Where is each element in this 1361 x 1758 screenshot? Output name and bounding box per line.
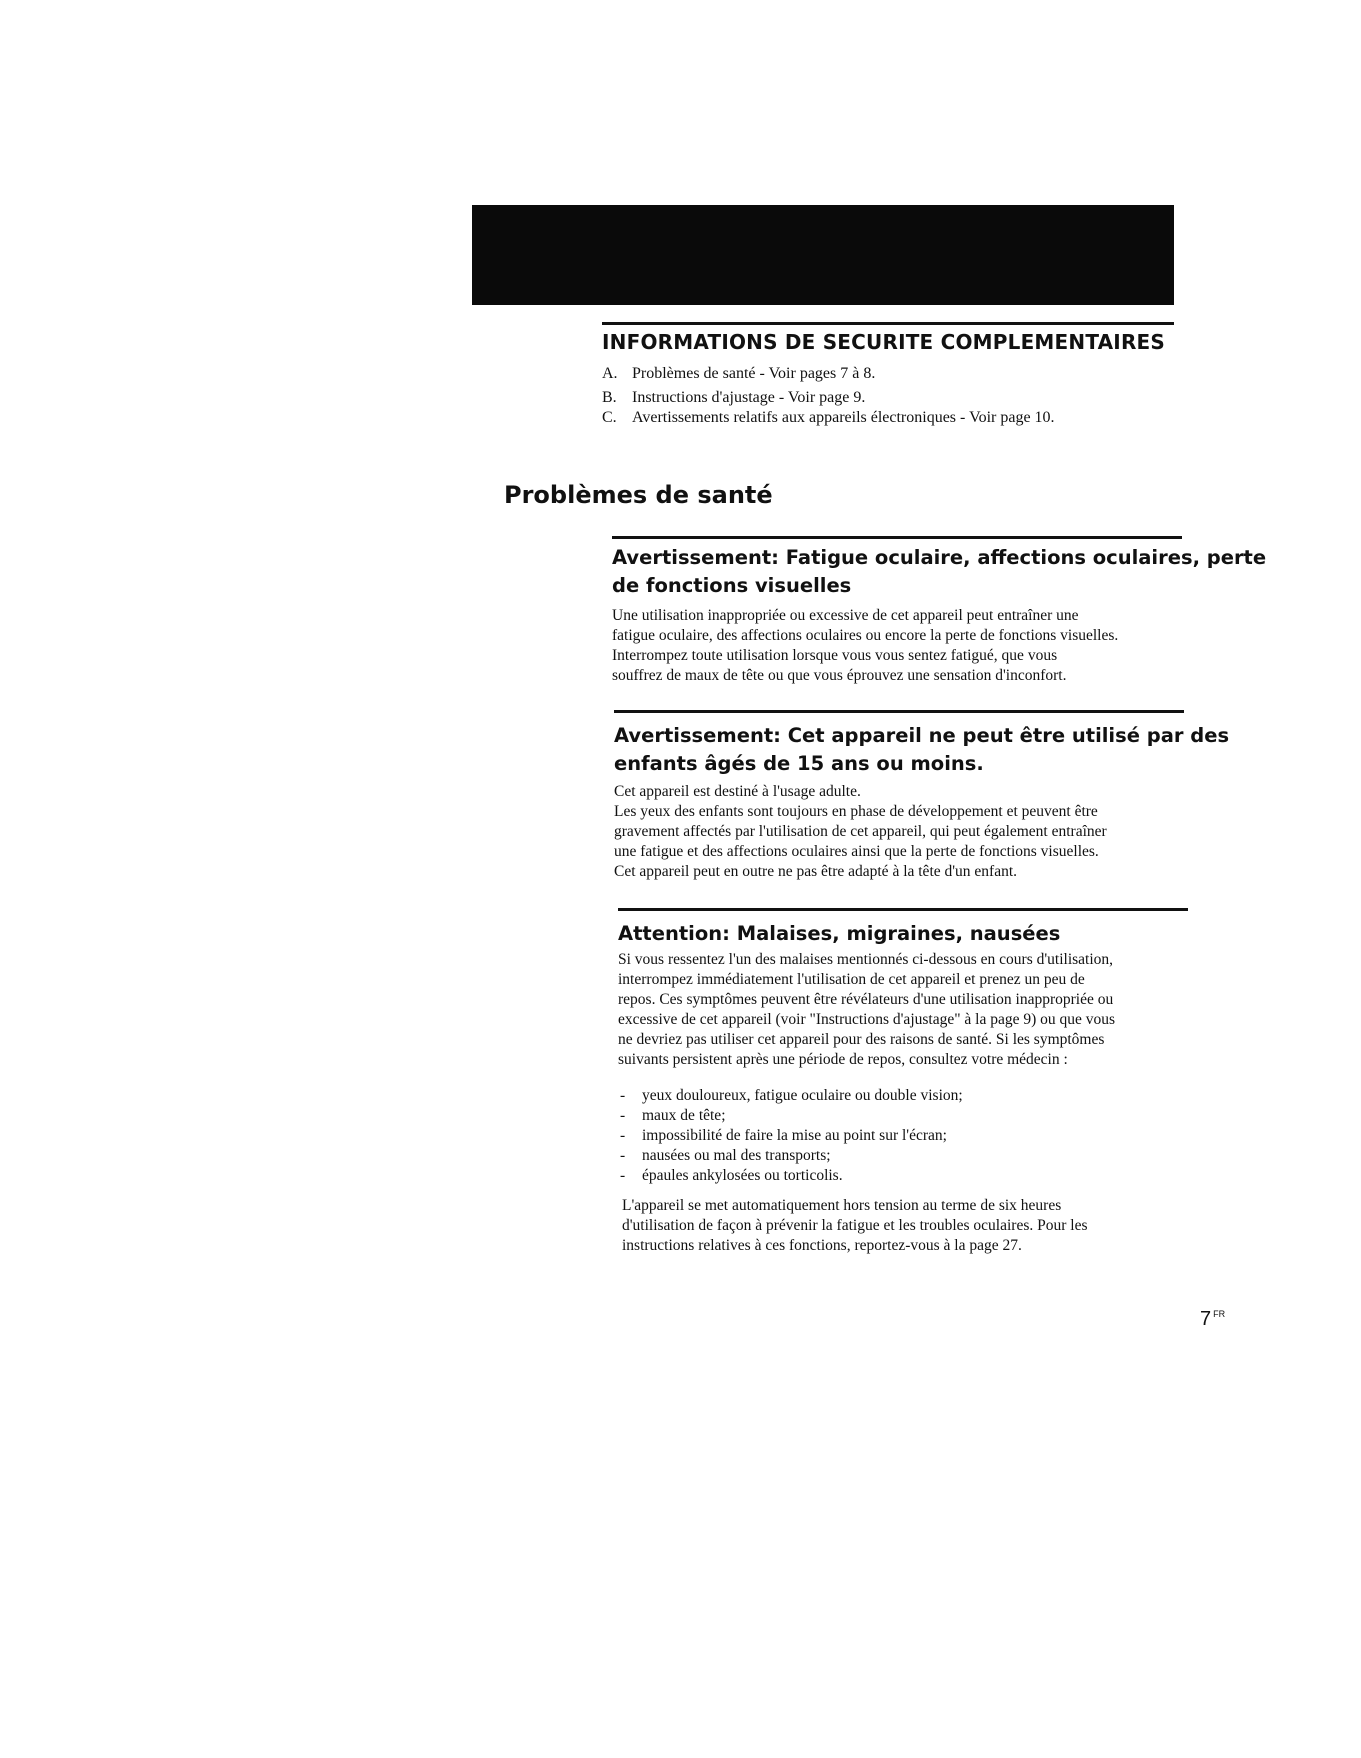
toc-item-letter: A. xyxy=(602,365,618,382)
toc-item-text: Problèmes de santé - Voir pages 7 à 8. xyxy=(632,365,876,382)
body-line: Une utilisation inappropriée ou excessive de cet appareil peut entraîner une xyxy=(612,607,1079,624)
warning-heading-line: Avertissement: Fatigue oculaire, affections oculaires, perte xyxy=(612,546,1267,569)
toc-item xyxy=(602,408,1055,428)
warning-heading-line: de fonctions visuelles xyxy=(612,574,852,597)
closing-paragraph xyxy=(622,1196,1088,1256)
toc-item-text: Instructions d'ajustage - Voir page 9. xyxy=(632,389,866,406)
warning-body xyxy=(612,606,1118,686)
body-line: instructions relatives à ces fonctions, reportez-vous à la page 27. xyxy=(622,1237,1022,1254)
warning-heading xyxy=(614,722,1229,778)
attention-body xyxy=(618,950,1115,1070)
toc-item-text: Avertissements relatifs aux appareils électroniques - Voir page 10. xyxy=(632,409,1055,426)
header-black-bar xyxy=(472,205,1174,305)
page-number-suffix: FR xyxy=(1213,1309,1226,1319)
body-line: gravement affectés par l'utilisation de cet appareil, qui peut également entraîner xyxy=(614,823,1107,840)
warning-body xyxy=(614,782,1107,882)
toc-item-letter: C. xyxy=(602,409,617,426)
page-number xyxy=(1200,1308,1225,1331)
section-rule xyxy=(612,536,1182,539)
body-line: L'appareil se met automatiquement hors tension au terme de six heures xyxy=(622,1197,1062,1214)
list-item: - yeux douloureux, fatigue oculaire ou double vision; xyxy=(620,1086,963,1106)
section-title: Problèmes de santé xyxy=(504,481,773,509)
body-line: Si vous ressentez l'un des malaises mentionnés ci-dessous en cours d'utilisation, xyxy=(618,951,1114,968)
toc-rule xyxy=(602,322,1174,325)
body-line: Les yeux des enfants sont toujours en phase de développement et peuvent être xyxy=(614,803,1098,820)
body-line: d'utilisation de façon à prévenir la fatigue et les troubles oculaires. Pour les xyxy=(622,1217,1088,1234)
body-line: excessive de cet appareil (voir "Instructions d'ajustage" à la page 9) ou que vous xyxy=(618,1011,1116,1028)
body-line: une fatigue et des affections oculaires ainsi que la perte de fonctions visuelles. xyxy=(614,843,1099,860)
attention-heading-line: Attention: Malaises, migraines, nausées xyxy=(618,922,1061,945)
page-number-value: 7 xyxy=(1200,1308,1212,1330)
toc-item xyxy=(602,364,875,384)
warning-heading-line: Avertissement: Cet appareil ne peut être utilisé par des xyxy=(614,724,1230,747)
body-line: Interrompez toute utilisation lorsque vous vous sentez fatigué, que vous xyxy=(612,647,1058,664)
symptom-list xyxy=(620,1086,963,1186)
toc-item-letter: B. xyxy=(602,389,617,406)
body-line: Cet appareil est destiné à l'usage adulte. xyxy=(614,783,861,800)
body-line: souffrez de maux de tête ou que vous éprouvez une sensation d'inconfort. xyxy=(612,667,1067,684)
attention-heading xyxy=(618,920,1060,948)
section-rule xyxy=(614,710,1184,713)
list-item: - impossibilité de faire la mise au point sur l'écran; xyxy=(620,1126,963,1146)
section-rule xyxy=(618,908,1188,911)
list-item: - maux de tête; xyxy=(620,1106,963,1126)
body-line: repos. Ces symptômes peuvent être révélateurs d'une utilisation inappropriée ou xyxy=(618,991,1114,1008)
list-item: - nausées ou mal des transports; xyxy=(620,1146,963,1166)
body-line: fatigue oculaire, des affections oculaires ou encore la perte de fonctions visuelles. xyxy=(612,627,1119,644)
warning-heading xyxy=(612,544,1266,600)
body-line: interrompez immédiatement l'utilisation de cet appareil et prenez un peu de xyxy=(618,971,1085,988)
body-line: suivants persistent après une période de repos, consultez votre médecin : xyxy=(618,1051,1068,1068)
toc-item xyxy=(602,388,865,408)
list-item: - épaules ankylosées ou torticolis. xyxy=(620,1166,963,1186)
warning-heading-line: enfants âgés de 15 ans ou moins. xyxy=(614,752,984,775)
body-line: Cet appareil peut en outre ne pas être adapté à la tête d'un enfant. xyxy=(614,863,1018,880)
body-line: ne devriez pas utiliser cet appareil pour des raisons de santé. Si les symptômes xyxy=(618,1031,1105,1048)
toc-title: INFORMATIONS DE SECURITE COMPLEMENTAIRES xyxy=(602,330,1166,354)
